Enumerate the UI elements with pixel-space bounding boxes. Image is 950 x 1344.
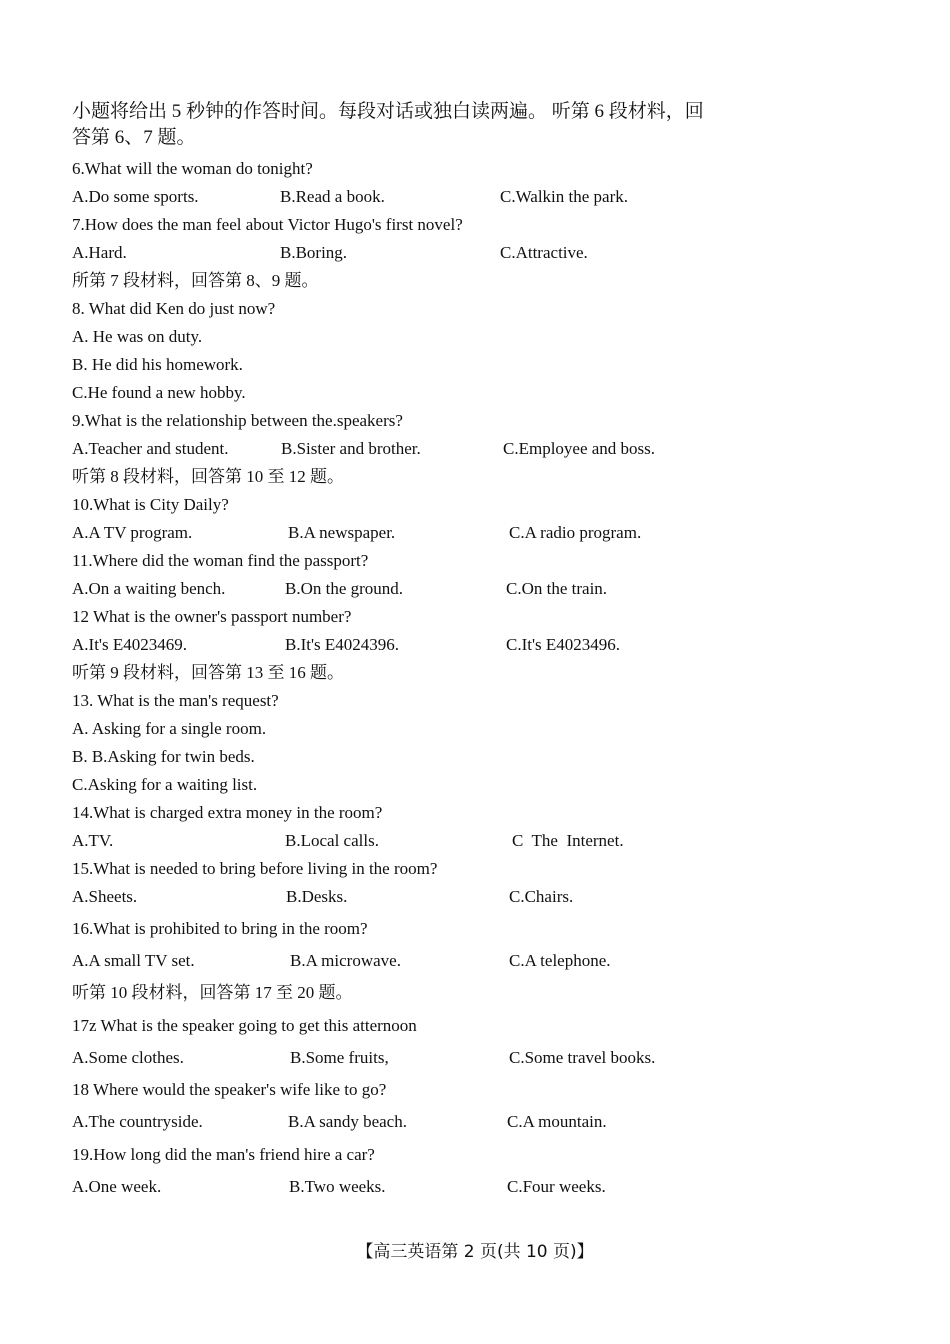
options-15 [72,886,772,908]
option-a: A.Do some sports. [72,187,199,206]
option-b: B.Some fruits, [290,1048,389,1067]
question-12: 12 What is the owner's passport number? [72,607,352,626]
option-a: A.One week. [72,1177,162,1196]
option-c: C The Internet. [512,831,624,850]
option-b: B.A microwave. [290,951,401,970]
options-18 [72,1111,772,1133]
options-7 [72,242,772,264]
option-c: C.Some travel books. [509,1048,656,1067]
option-c: C.A mountain. [507,1112,607,1131]
options-16 [72,950,772,972]
intro-line-1: 小题将给出 5 秒钟的作答时间。每段对话或独白读两遍。 听第 6 段材料，回 [72,101,704,122]
question-17: 17z What is the speaker going to get this atternoon [72,1016,417,1035]
options-19 [72,1176,772,1198]
option-b: B.On the ground. [285,579,404,598]
question-11: 11.Where did the woman find the passport? [72,551,369,570]
option-c: C.On the train. [506,579,608,598]
option-a: A.Some clothes. [72,1048,184,1067]
option-c: C.Four weeks. [507,1177,606,1196]
option-b: B. B.Asking for twin beds. [72,747,255,766]
option-b: B.Desks. [286,887,348,906]
options-14 [72,830,772,852]
option-a: A. Asking for a single room. [72,719,267,738]
option-b: B.Boring. [280,243,348,262]
options-6 [72,186,772,208]
option-c: C.Employee and boss. [503,439,656,458]
option-c: C.It's E4023496. [506,635,621,654]
options-10 [72,522,772,544]
option-b: B. He did his homework. [72,355,243,374]
option-c: C.Asking for a waiting list. [72,775,258,794]
option-b: B.A sandy beach. [288,1112,407,1131]
question-19: 19.How long did the man's friend hire a car? [72,1145,375,1164]
option-c: C.Chairs. [509,887,574,906]
question-16: 16.What is prohibited to bring in the room? [72,919,368,938]
option-c: C.He found a new hobby. [72,383,246,402]
option-c: C.Attractive. [500,243,588,262]
option-a: A.On a waiting bench. [72,579,226,598]
option-b: B.Local calls. [285,831,379,850]
question-15: 15.What is needed to bring before living in the room? [72,859,438,878]
intro-line-2: 答第 6、7 题。 [72,127,196,148]
option-a: A.A small TV set. [72,951,195,970]
option-b: B.It's E4024396. [285,635,400,654]
option-a: A.TV. [72,831,114,850]
option-c: C.Walkin the park. [500,187,628,206]
section-8-heading: 听第 8 段材料，回答第 10 至 12 题。 [72,467,344,486]
option-c: C.A telephone. [509,951,611,970]
option-b: B.Read a book. [280,187,385,206]
option-a: A.Teacher and student. [72,439,229,458]
question-9: 9.What is the relationship between the.speakers? [72,411,403,430]
option-c: C.A radio program. [509,523,642,542]
page-footer: 【高三英语第 2 页(共 10 页)】 [356,1242,594,1262]
option-a: A. He was on duty. [72,327,203,346]
option-a: A.A TV program. [72,523,193,542]
options-17 [72,1047,772,1069]
option-a: A.Sheets. [72,887,138,906]
question-8: 8. What did Ken do just now? [72,299,276,318]
option-a: A.It's E4023469. [72,635,187,654]
option-b: B.Two weeks. [289,1177,386,1196]
option-a: A.The countryside. [72,1112,203,1131]
question-10: 10.What is City Daily? [72,495,229,514]
section-10-heading: 听第 10 段材料，回答第 17 至 20 题。 [72,983,353,1002]
question-18: 18 Where would the speaker's wife like to go? [72,1080,387,1099]
options-9 [72,438,772,460]
question-6: 6.What will the woman do tonight? [72,159,313,178]
option-b: B.A newspaper. [288,523,396,542]
question-13: 13. What is the man's request? [72,691,279,710]
section-9-heading: 听第 9 段材料，回答第 13 至 16 题。 [72,663,344,682]
section-7-heading: 所第 7 段材料，回答第 8、9 题。 [72,271,319,290]
question-7: 7.How does the man feel about Victor Hugo's first novel? [72,215,463,234]
option-a: A.Hard. [72,243,127,262]
option-b: B.Sister and brother. [281,439,421,458]
question-14: 14.What is charged extra money in the room? [72,803,383,822]
options-12 [72,634,772,656]
options-11 [72,578,772,600]
